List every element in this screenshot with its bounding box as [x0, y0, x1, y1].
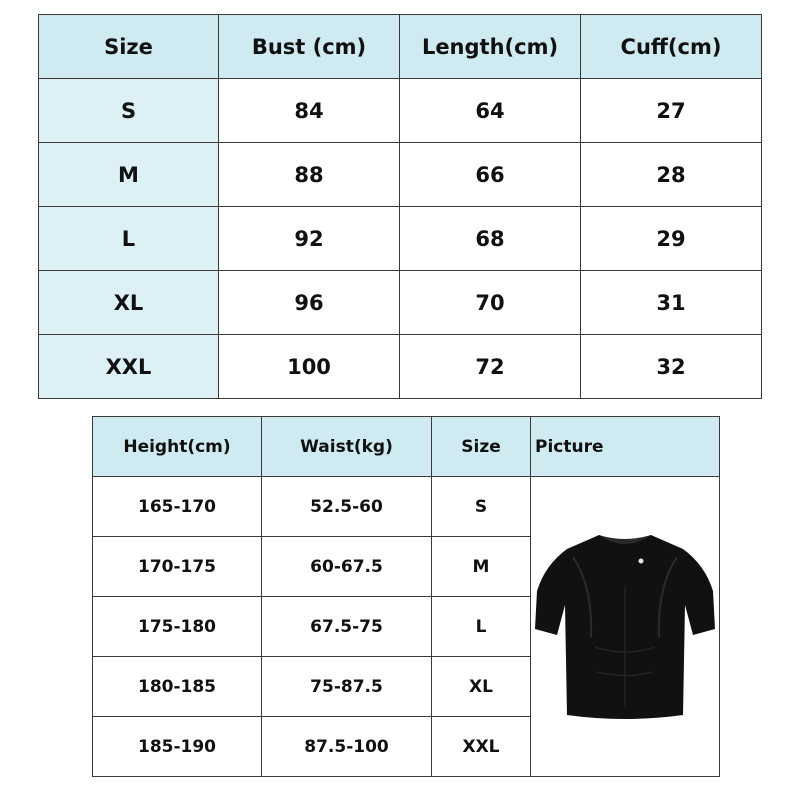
waist-cell: 60-67.5 — [262, 537, 432, 597]
size-cell: S — [432, 477, 531, 537]
waist-cell: 75-87.5 — [262, 657, 432, 717]
height-cell: 170-175 — [93, 537, 262, 597]
header-cuff: Cuff(cm) — [581, 15, 762, 79]
waist-cell: 67.5-75 — [262, 597, 432, 657]
height-weight-size-table — [92, 416, 720, 777]
cuff-cell: 27 — [581, 79, 762, 143]
header-size: Size — [39, 15, 219, 79]
size-cell: L — [39, 207, 219, 271]
size-cell: S — [39, 79, 219, 143]
length-cell: 66 — [400, 143, 581, 207]
size-cell: L — [432, 597, 531, 657]
table-row — [39, 271, 762, 335]
cuff-cell: 31 — [581, 271, 762, 335]
size-chart-table — [38, 14, 762, 399]
height-cell: 165-170 — [93, 477, 262, 537]
header-size: Size — [432, 417, 531, 477]
length-cell: 68 — [400, 207, 581, 271]
table-header-row — [93, 417, 720, 477]
table-row — [39, 335, 762, 399]
table-row — [39, 143, 762, 207]
height-cell: 180-185 — [93, 657, 262, 717]
header-bust: Bust (cm) — [219, 15, 400, 79]
bust-cell: 96 — [219, 271, 400, 335]
header-picture: Picture — [531, 417, 720, 477]
cuff-cell: 29 — [581, 207, 762, 271]
size-cell: M — [432, 537, 531, 597]
table-row — [39, 79, 762, 143]
size-cell: XL — [39, 271, 219, 335]
bust-cell: 92 — [219, 207, 400, 271]
height-cell: 175-180 — [93, 597, 262, 657]
table-header-row — [39, 15, 762, 79]
header-length: Length(cm) — [400, 15, 581, 79]
length-cell: 72 — [400, 335, 581, 399]
height-cell: 185-190 — [93, 717, 262, 777]
bust-cell: 84 — [219, 79, 400, 143]
size-cell: XXL — [39, 335, 219, 399]
waist-cell: 87.5-100 — [262, 717, 432, 777]
size-cell: M — [39, 143, 219, 207]
picture-cell — [531, 477, 720, 777]
table-row — [93, 477, 720, 537]
tshirt-icon — [533, 527, 717, 727]
bust-cell: 88 — [219, 143, 400, 207]
waist-cell: 52.5-60 — [262, 477, 432, 537]
length-cell: 64 — [400, 79, 581, 143]
table-row — [39, 207, 762, 271]
bust-cell: 100 — [219, 335, 400, 399]
header-height: Height(cm) — [93, 417, 262, 477]
length-cell: 70 — [400, 271, 581, 335]
header-waist: Waist(kg) — [262, 417, 432, 477]
size-cell: XXL — [432, 717, 531, 777]
cuff-cell: 28 — [581, 143, 762, 207]
size-cell: XL — [432, 657, 531, 717]
cuff-cell: 32 — [581, 335, 762, 399]
